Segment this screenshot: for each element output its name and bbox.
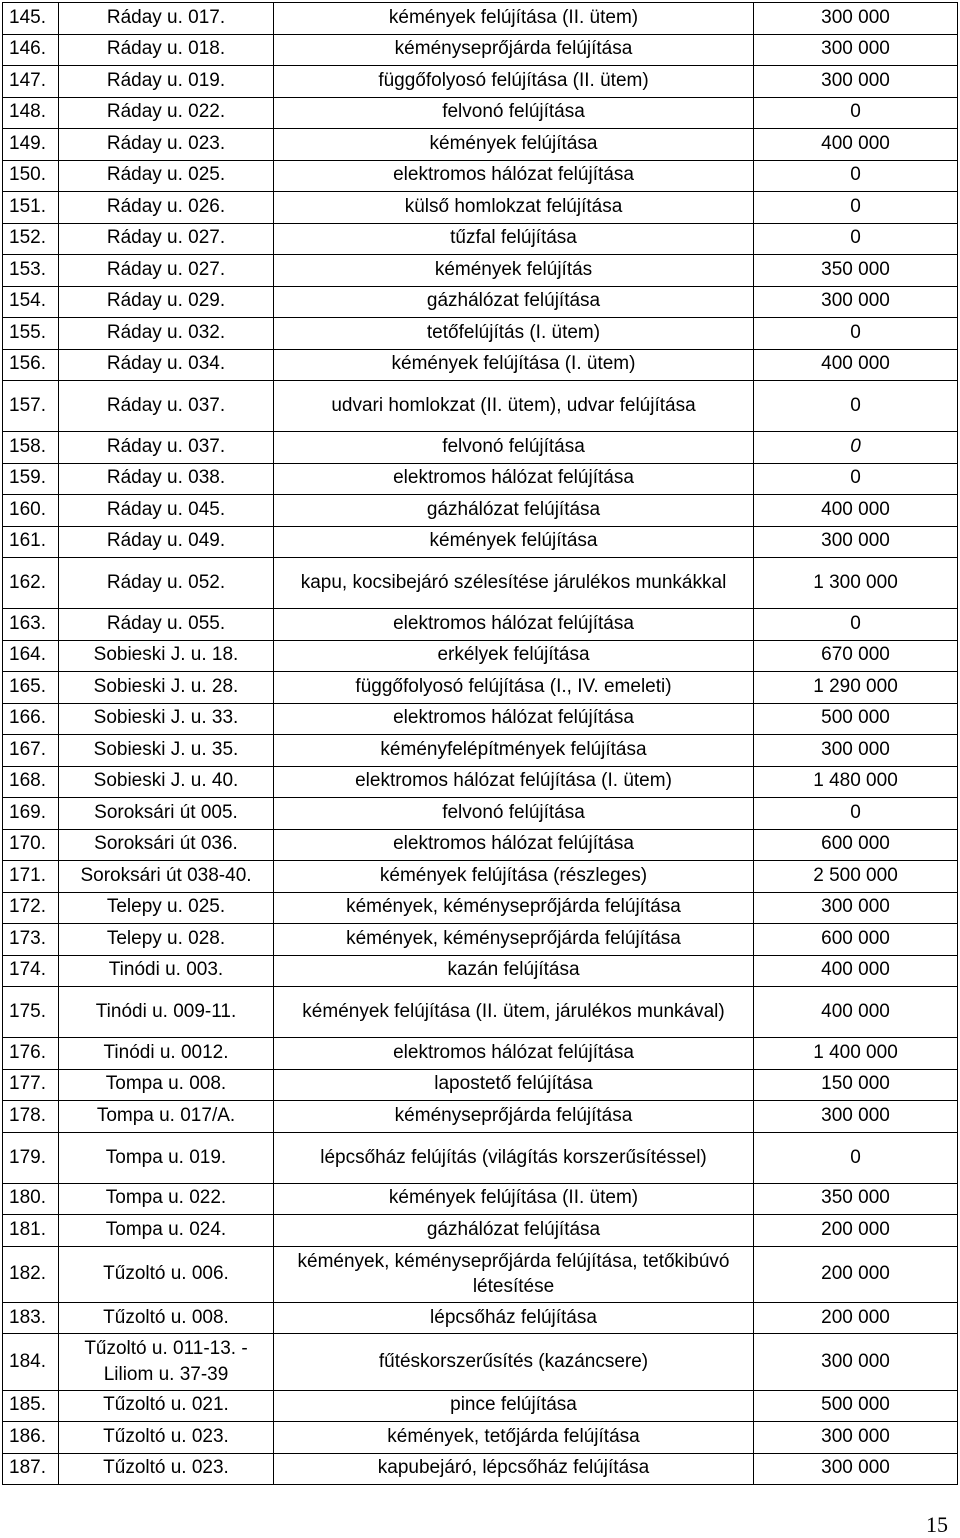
address-cell: Tűzoltó u. 008. — [59, 1302, 274, 1334]
address-cell: Ráday u. 027. — [59, 255, 274, 287]
row-number-cell: 156. — [3, 349, 59, 381]
work-description-cell: gázhálózat felújítása — [274, 495, 754, 527]
amount-cell: 500 000 — [754, 703, 958, 735]
address-cell: Tinódi u. 0012. — [59, 1038, 274, 1070]
amount-cell: 0 — [754, 609, 958, 641]
table-row — [3, 192, 958, 224]
row-number-cell: 173. — [3, 924, 59, 956]
row-number-cell: 149. — [3, 129, 59, 161]
work-description-cell: kémények felújítása (I. ütem) — [274, 349, 754, 381]
row-number-cell: 179. — [3, 1132, 59, 1183]
work-description-cell: udvari homlokzat (II. ütem), udvar felújítása — [274, 381, 754, 432]
row-number-cell: 167. — [3, 735, 59, 767]
amount-cell: 400 000 — [754, 349, 958, 381]
table-row — [3, 1390, 958, 1422]
address-cell: Ráday u. 022. — [59, 97, 274, 129]
address-cell: Tinódi u. 003. — [59, 955, 274, 987]
address-cell: Ráday u. 037. — [59, 432, 274, 464]
table-row — [3, 735, 958, 767]
address-cell: Ráday u. 055. — [59, 609, 274, 641]
address-cell: Tűzoltó u. 011-13. - Liliom u. 37-39 — [59, 1334, 274, 1390]
table-row — [3, 558, 958, 609]
table-row — [3, 1183, 958, 1215]
address-cell: Sobieski J. u. 40. — [59, 766, 274, 798]
work-description-cell: lapostető felújítása — [274, 1069, 754, 1101]
row-number-cell: 163. — [3, 609, 59, 641]
address-cell: Sobieski J. u. 28. — [59, 672, 274, 704]
work-description-cell: felvonó felújítása — [274, 97, 754, 129]
table-row — [3, 609, 958, 641]
work-description-cell: fűtéskorszerűsítés (kazáncsere) — [274, 1334, 754, 1390]
row-number-cell: 147. — [3, 66, 59, 98]
work-description-cell: kémények, kéményseprőjárda felújítása — [274, 924, 754, 956]
address-cell: Tompa u. 008. — [59, 1069, 274, 1101]
row-number-cell: 165. — [3, 672, 59, 704]
amount-cell: 0 — [754, 432, 958, 464]
table-row — [3, 1101, 958, 1133]
address-cell: Ráday u. 052. — [59, 558, 274, 609]
amount-cell: 0 — [754, 160, 958, 192]
row-number-cell: 175. — [3, 987, 59, 1038]
row-number-cell: 178. — [3, 1101, 59, 1133]
amount-cell: 300 000 — [754, 892, 958, 924]
table-row — [3, 1453, 958, 1485]
work-description-cell: kéményfelépítmények felújítása — [274, 735, 754, 767]
amount-cell: 300 000 — [754, 1334, 958, 1390]
amount-cell: 1 290 000 — [754, 672, 958, 704]
address-cell: Sobieski J. u. 33. — [59, 703, 274, 735]
amount-cell: 300 000 — [754, 286, 958, 318]
row-number-cell: 160. — [3, 495, 59, 527]
amount-cell: 0 — [754, 192, 958, 224]
amount-cell: 1 400 000 — [754, 1038, 958, 1070]
address-cell: Ráday u. 026. — [59, 192, 274, 224]
work-description-cell: kémények felújítása (II. ütem) — [274, 1183, 754, 1215]
amount-cell: 0 — [754, 463, 958, 495]
amount-cell: 300 000 — [754, 66, 958, 98]
amount-cell: 400 000 — [754, 495, 958, 527]
table-row — [3, 924, 958, 956]
row-number-cell: 184. — [3, 1334, 59, 1390]
table-row — [3, 1302, 958, 1334]
row-number-cell: 161. — [3, 526, 59, 558]
row-number-cell: 148. — [3, 97, 59, 129]
work-description-cell: elektromos hálózat felújítása — [274, 463, 754, 495]
amount-cell: 300 000 — [754, 1101, 958, 1133]
table-row — [3, 318, 958, 350]
row-number-cell: 157. — [3, 381, 59, 432]
row-number-cell: 182. — [3, 1246, 59, 1302]
row-number-cell: 172. — [3, 892, 59, 924]
table-row — [3, 526, 958, 558]
amount-cell: 350 000 — [754, 255, 958, 287]
work-description-cell: erkélyek felújítása — [274, 640, 754, 672]
address-cell: Ráday u. 025. — [59, 160, 274, 192]
row-number-cell: 176. — [3, 1038, 59, 1070]
address-cell: Tűzoltó u. 021. — [59, 1390, 274, 1422]
row-number-cell: 177. — [3, 1069, 59, 1101]
address-cell: Ráday u. 037. — [59, 381, 274, 432]
work-description-cell: függőfolyosó felújítása (I., IV. emeleti) — [274, 672, 754, 704]
address-cell: Ráday u. 017. — [59, 3, 274, 35]
row-number-cell: 166. — [3, 703, 59, 735]
amount-cell: 300 000 — [754, 526, 958, 558]
row-number-cell: 145. — [3, 3, 59, 35]
work-description-cell: pince felújítása — [274, 1390, 754, 1422]
row-number-cell: 154. — [3, 286, 59, 318]
work-description-cell: kéményseprőjárda felújítása — [274, 34, 754, 66]
work-description-cell: kémények, tetőjárda felújítása — [274, 1422, 754, 1454]
work-description-cell: gázhálózat felújítása — [274, 286, 754, 318]
amount-cell: 500 000 — [754, 1390, 958, 1422]
work-description-cell: kémények felújítás — [274, 255, 754, 287]
work-description-cell: kéményseprőjárda felújítása — [274, 1101, 754, 1133]
amount-cell: 150 000 — [754, 1069, 958, 1101]
table-row — [3, 1334, 958, 1390]
work-description-cell: elektromos hálózat felújítása — [274, 160, 754, 192]
amount-cell: 0 — [754, 97, 958, 129]
work-description-cell: lépcsőház felújítás (világítás korszerűsítéssel) — [274, 1132, 754, 1183]
work-description-cell: felvonó felújítása — [274, 432, 754, 464]
amount-cell: 0 — [754, 798, 958, 830]
amount-cell: 1 480 000 — [754, 766, 958, 798]
row-number-cell: 150. — [3, 160, 59, 192]
work-description-cell: kémények felújítása (részleges) — [274, 861, 754, 893]
amount-cell: 600 000 — [754, 924, 958, 956]
row-number-cell: 146. — [3, 34, 59, 66]
table-row — [3, 223, 958, 255]
table-row — [3, 495, 958, 527]
address-cell: Ráday u. 032. — [59, 318, 274, 350]
address-cell: Tinódi u. 009-11. — [59, 987, 274, 1038]
address-cell: Ráday u. 038. — [59, 463, 274, 495]
work-description-cell: külső homlokzat felújítása — [274, 192, 754, 224]
work-description-cell: elektromos hálózat felújítása — [274, 1038, 754, 1070]
address-cell: Tompa u. 017/A. — [59, 1101, 274, 1133]
table-row — [3, 97, 958, 129]
address-cell: Soroksári út 005. — [59, 798, 274, 830]
work-description-cell: függőfolyosó felújítása (II. ütem) — [274, 66, 754, 98]
amount-cell: 350 000 — [754, 1183, 958, 1215]
table-row — [3, 1422, 958, 1454]
amount-cell: 400 000 — [754, 955, 958, 987]
address-cell: Telepy u. 025. — [59, 892, 274, 924]
amount-cell: 0 — [754, 1132, 958, 1183]
address-cell: Soroksári út 036. — [59, 829, 274, 861]
amount-cell: 400 000 — [754, 129, 958, 161]
table-row — [3, 766, 958, 798]
table-row — [3, 1132, 958, 1183]
work-description-cell: kémények felújítása (II. ütem) — [274, 3, 754, 35]
table-row — [3, 432, 958, 464]
row-number-cell: 164. — [3, 640, 59, 672]
table-body — [3, 3, 958, 1485]
work-description-cell: elektromos hálózat felújítása — [274, 829, 754, 861]
table-row — [3, 381, 958, 432]
table-row — [3, 955, 958, 987]
amount-cell: 200 000 — [754, 1246, 958, 1302]
table-row — [3, 463, 958, 495]
table-row — [3, 892, 958, 924]
row-number-cell: 151. — [3, 192, 59, 224]
table-row — [3, 255, 958, 287]
row-number-cell: 153. — [3, 255, 59, 287]
row-number-cell: 174. — [3, 955, 59, 987]
address-cell: Tűzoltó u. 023. — [59, 1453, 274, 1485]
address-cell: Soroksári út 038-40. — [59, 861, 274, 893]
address-cell: Tűzoltó u. 023. — [59, 1422, 274, 1454]
row-number-cell: 183. — [3, 1302, 59, 1334]
address-cell: Tompa u. 024. — [59, 1215, 274, 1247]
work-description-cell: kémények, kéményseprőjárda felújítása — [274, 892, 754, 924]
table-row — [3, 861, 958, 893]
row-number-cell: 171. — [3, 861, 59, 893]
work-description-cell: kazán felújítása — [274, 955, 754, 987]
address-cell: Sobieski J. u. 18. — [59, 640, 274, 672]
row-number-cell: 186. — [3, 1422, 59, 1454]
address-cell: Ráday u. 049. — [59, 526, 274, 558]
renovation-table — [2, 2, 958, 1485]
table-row — [3, 703, 958, 735]
row-number-cell: 170. — [3, 829, 59, 861]
row-number-cell: 152. — [3, 223, 59, 255]
work-description-cell: lépcsőház felújítása — [274, 1302, 754, 1334]
address-cell: Tompa u. 022. — [59, 1183, 274, 1215]
table-row — [3, 672, 958, 704]
amount-cell: 0 — [754, 318, 958, 350]
row-number-cell: 155. — [3, 318, 59, 350]
row-number-cell: 159. — [3, 463, 59, 495]
work-description-cell: kémények felújítása — [274, 129, 754, 161]
amount-cell: 300 000 — [754, 735, 958, 767]
address-cell: Telepy u. 028. — [59, 924, 274, 956]
row-number-cell: 169. — [3, 798, 59, 830]
table-row — [3, 129, 958, 161]
work-description-cell: felvonó felújítása — [274, 798, 754, 830]
row-number-cell: 185. — [3, 1390, 59, 1422]
work-description-cell: gázhálózat felújítása — [274, 1215, 754, 1247]
address-cell: Ráday u. 027. — [59, 223, 274, 255]
address-cell: Ráday u. 034. — [59, 349, 274, 381]
row-number-cell: 187. — [3, 1453, 59, 1485]
work-description-cell: elektromos hálózat felújítása — [274, 609, 754, 641]
amount-cell: 200 000 — [754, 1302, 958, 1334]
work-description-cell: kémények felújítása (II. ütem, járulékos munkával) — [274, 987, 754, 1038]
table-row — [3, 1038, 958, 1070]
work-description-cell: kapu, kocsibejáró szélesítése járulékos munkákkal — [274, 558, 754, 609]
amount-cell: 600 000 — [754, 829, 958, 861]
work-description-cell: tetőfelújítás (I. ütem) — [274, 318, 754, 350]
work-description-cell: elektromos hálózat felújítása — [274, 703, 754, 735]
amount-cell: 1 300 000 — [754, 558, 958, 609]
table-row — [3, 829, 958, 861]
table-row — [3, 34, 958, 66]
table-row — [3, 798, 958, 830]
amount-cell: 2 500 000 — [754, 861, 958, 893]
amount-cell: 0 — [754, 223, 958, 255]
amount-cell: 300 000 — [754, 34, 958, 66]
table-row — [3, 3, 958, 35]
amount-cell: 670 000 — [754, 640, 958, 672]
work-description-cell: kémények, kéményseprőjárda felújítása, tetőkibúvó létesítése — [274, 1246, 754, 1302]
table-row — [3, 1069, 958, 1101]
amount-cell: 200 000 — [754, 1215, 958, 1247]
row-number-cell: 158. — [3, 432, 59, 464]
address-cell: Tűzoltó u. 006. — [59, 1246, 274, 1302]
amount-cell: 300 000 — [754, 1453, 958, 1485]
row-number-cell: 162. — [3, 558, 59, 609]
address-cell: Sobieski J. u. 35. — [59, 735, 274, 767]
row-number-cell: 181. — [3, 1215, 59, 1247]
address-cell: Ráday u. 023. — [59, 129, 274, 161]
amount-cell: 300 000 — [754, 3, 958, 35]
amount-cell: 0 — [754, 381, 958, 432]
address-cell: Ráday u. 019. — [59, 66, 274, 98]
table-row — [3, 286, 958, 318]
amount-cell: 400 000 — [754, 987, 958, 1038]
table-row — [3, 66, 958, 98]
table-row — [3, 640, 958, 672]
work-description-cell: kémények felújítása — [274, 526, 754, 558]
work-description-cell: tűzfal felújítása — [274, 223, 754, 255]
row-number-cell: 180. — [3, 1183, 59, 1215]
table-row — [3, 1246, 958, 1302]
row-number-cell: 168. — [3, 766, 59, 798]
table-row — [3, 987, 958, 1038]
address-cell: Tompa u. 019. — [59, 1132, 274, 1183]
address-cell: Ráday u. 018. — [59, 34, 274, 66]
table-row — [3, 160, 958, 192]
address-cell: Ráday u. 029. — [59, 286, 274, 318]
page-number: 15 — [926, 1512, 948, 1537]
amount-cell: 300 000 — [754, 1422, 958, 1454]
work-description-cell: elektromos hálózat felújítása (I. ütem) — [274, 766, 754, 798]
table-row — [3, 1215, 958, 1247]
address-cell: Ráday u. 045. — [59, 495, 274, 527]
work-description-cell: kapubejáró, lépcsőház felújítása — [274, 1453, 754, 1485]
table-row — [3, 349, 958, 381]
